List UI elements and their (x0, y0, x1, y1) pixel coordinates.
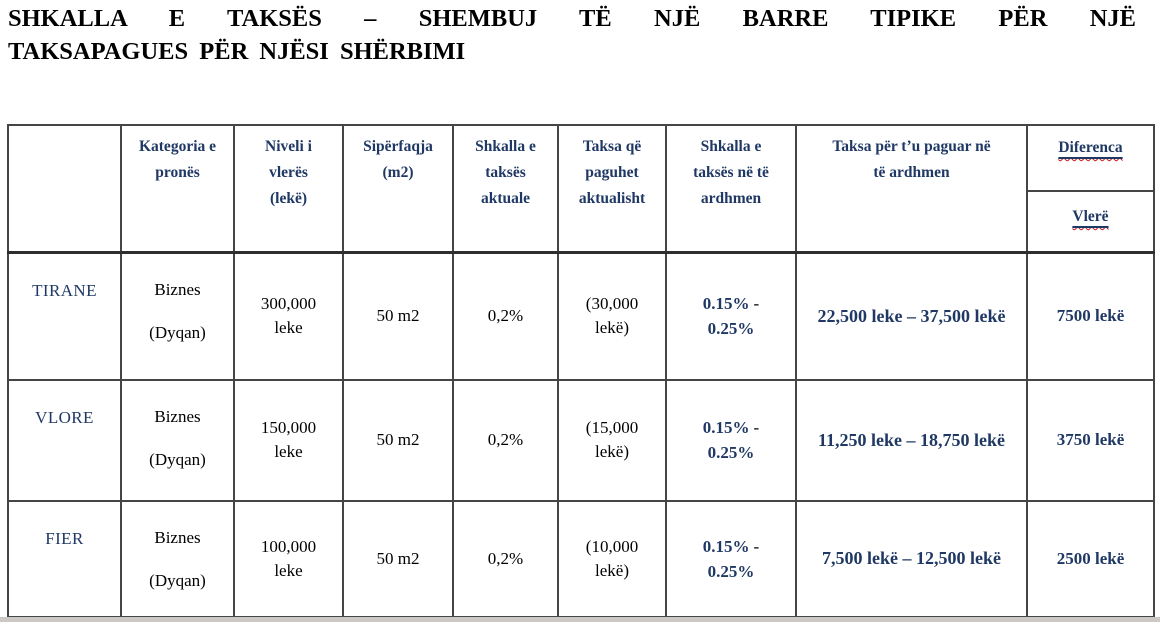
current-tax-cell: (15,000 lekë) (558, 380, 666, 501)
difference-cell: 3750 lekë (1027, 380, 1154, 501)
col-header-area: Sipërfaqja (m2) (343, 125, 453, 253)
difference-sub-header: Vlerë (1072, 208, 1109, 225)
city-cell: FIER (8, 501, 121, 617)
value-level-cell: 150,000 leke (234, 380, 343, 501)
category-cell: Biznes (Dyqan) (121, 380, 234, 501)
future-rate-cell: 0.15% - 0.25% (666, 380, 796, 501)
col-header-current-tax: Taksa që paguhet aktualisht (558, 125, 666, 253)
difference-cell: 2500 lekë (1027, 501, 1154, 617)
col-header-future-tax: Taksa për t’u paguar në të ardhmen (796, 125, 1027, 253)
area-cell: 50 m2 (343, 501, 453, 617)
future-tax-cell: 7,500 lekë – 12,500 lekë (796, 501, 1027, 617)
title-line-2: TAKSAPAGUES PËR NJËSI SHËRBIMI (8, 38, 466, 65)
future-tax-cell: 22,500 leke – 37,500 lekë (796, 253, 1027, 380)
title-line-1: SHKALLA E TAKSËS – SHEMBUJ TË NJË BARRE TIPIKE PËR NJË (8, 5, 1136, 32)
current-tax-cell: (10,000 lekë) (558, 501, 666, 617)
col-header-value-level: Niveli i vlerës (lekë) (234, 125, 343, 253)
difference-header: Diferenca (1028, 126, 1153, 192)
table-row-fier (8, 501, 1154, 617)
difference-cell: 7500 lekë (1027, 253, 1154, 380)
future-tax-cell: 11,250 leke – 18,750 lekë (796, 380, 1027, 501)
current-tax-cell: (30,000 lekë) (558, 253, 666, 380)
current-rate-cell: 0,2% (453, 501, 558, 617)
page-title (8, 2, 1136, 68)
city-cell: TIRANE (8, 253, 121, 380)
bottom-gray-bar (0, 617, 1160, 622)
category-cell: Biznes (Dyqan) (121, 501, 234, 617)
header-row (8, 125, 1154, 253)
table-row-vlore (8, 380, 1154, 501)
corner-empty-cell (8, 125, 121, 253)
current-rate-cell: 0,2% (453, 253, 558, 380)
col-header-category: Kategoria e pronës (121, 125, 234, 253)
col-header-current-rate: Shkalla e taksës aktuale (453, 125, 558, 253)
future-rate-cell: 0.15% - 0.25% (666, 501, 796, 617)
area-cell: 50 m2 (343, 380, 453, 501)
value-level-cell: 300,000 leke (234, 253, 343, 380)
tax-comparison-table (7, 124, 1155, 618)
col-header-future-rate: Shkalla e taksës në të ardhmen (666, 125, 796, 253)
future-rate-cell: 0.15% - 0.25% (666, 253, 796, 380)
current-rate-cell: 0,2% (453, 380, 558, 501)
city-cell: VLORE (8, 380, 121, 501)
category-cell: Biznes (Dyqan) (121, 253, 234, 380)
col-header-difference (1027, 125, 1154, 253)
area-cell: 50 m2 (343, 253, 453, 380)
table-row-tirane (8, 253, 1154, 380)
value-level-cell: 100,000 leke (234, 501, 343, 617)
